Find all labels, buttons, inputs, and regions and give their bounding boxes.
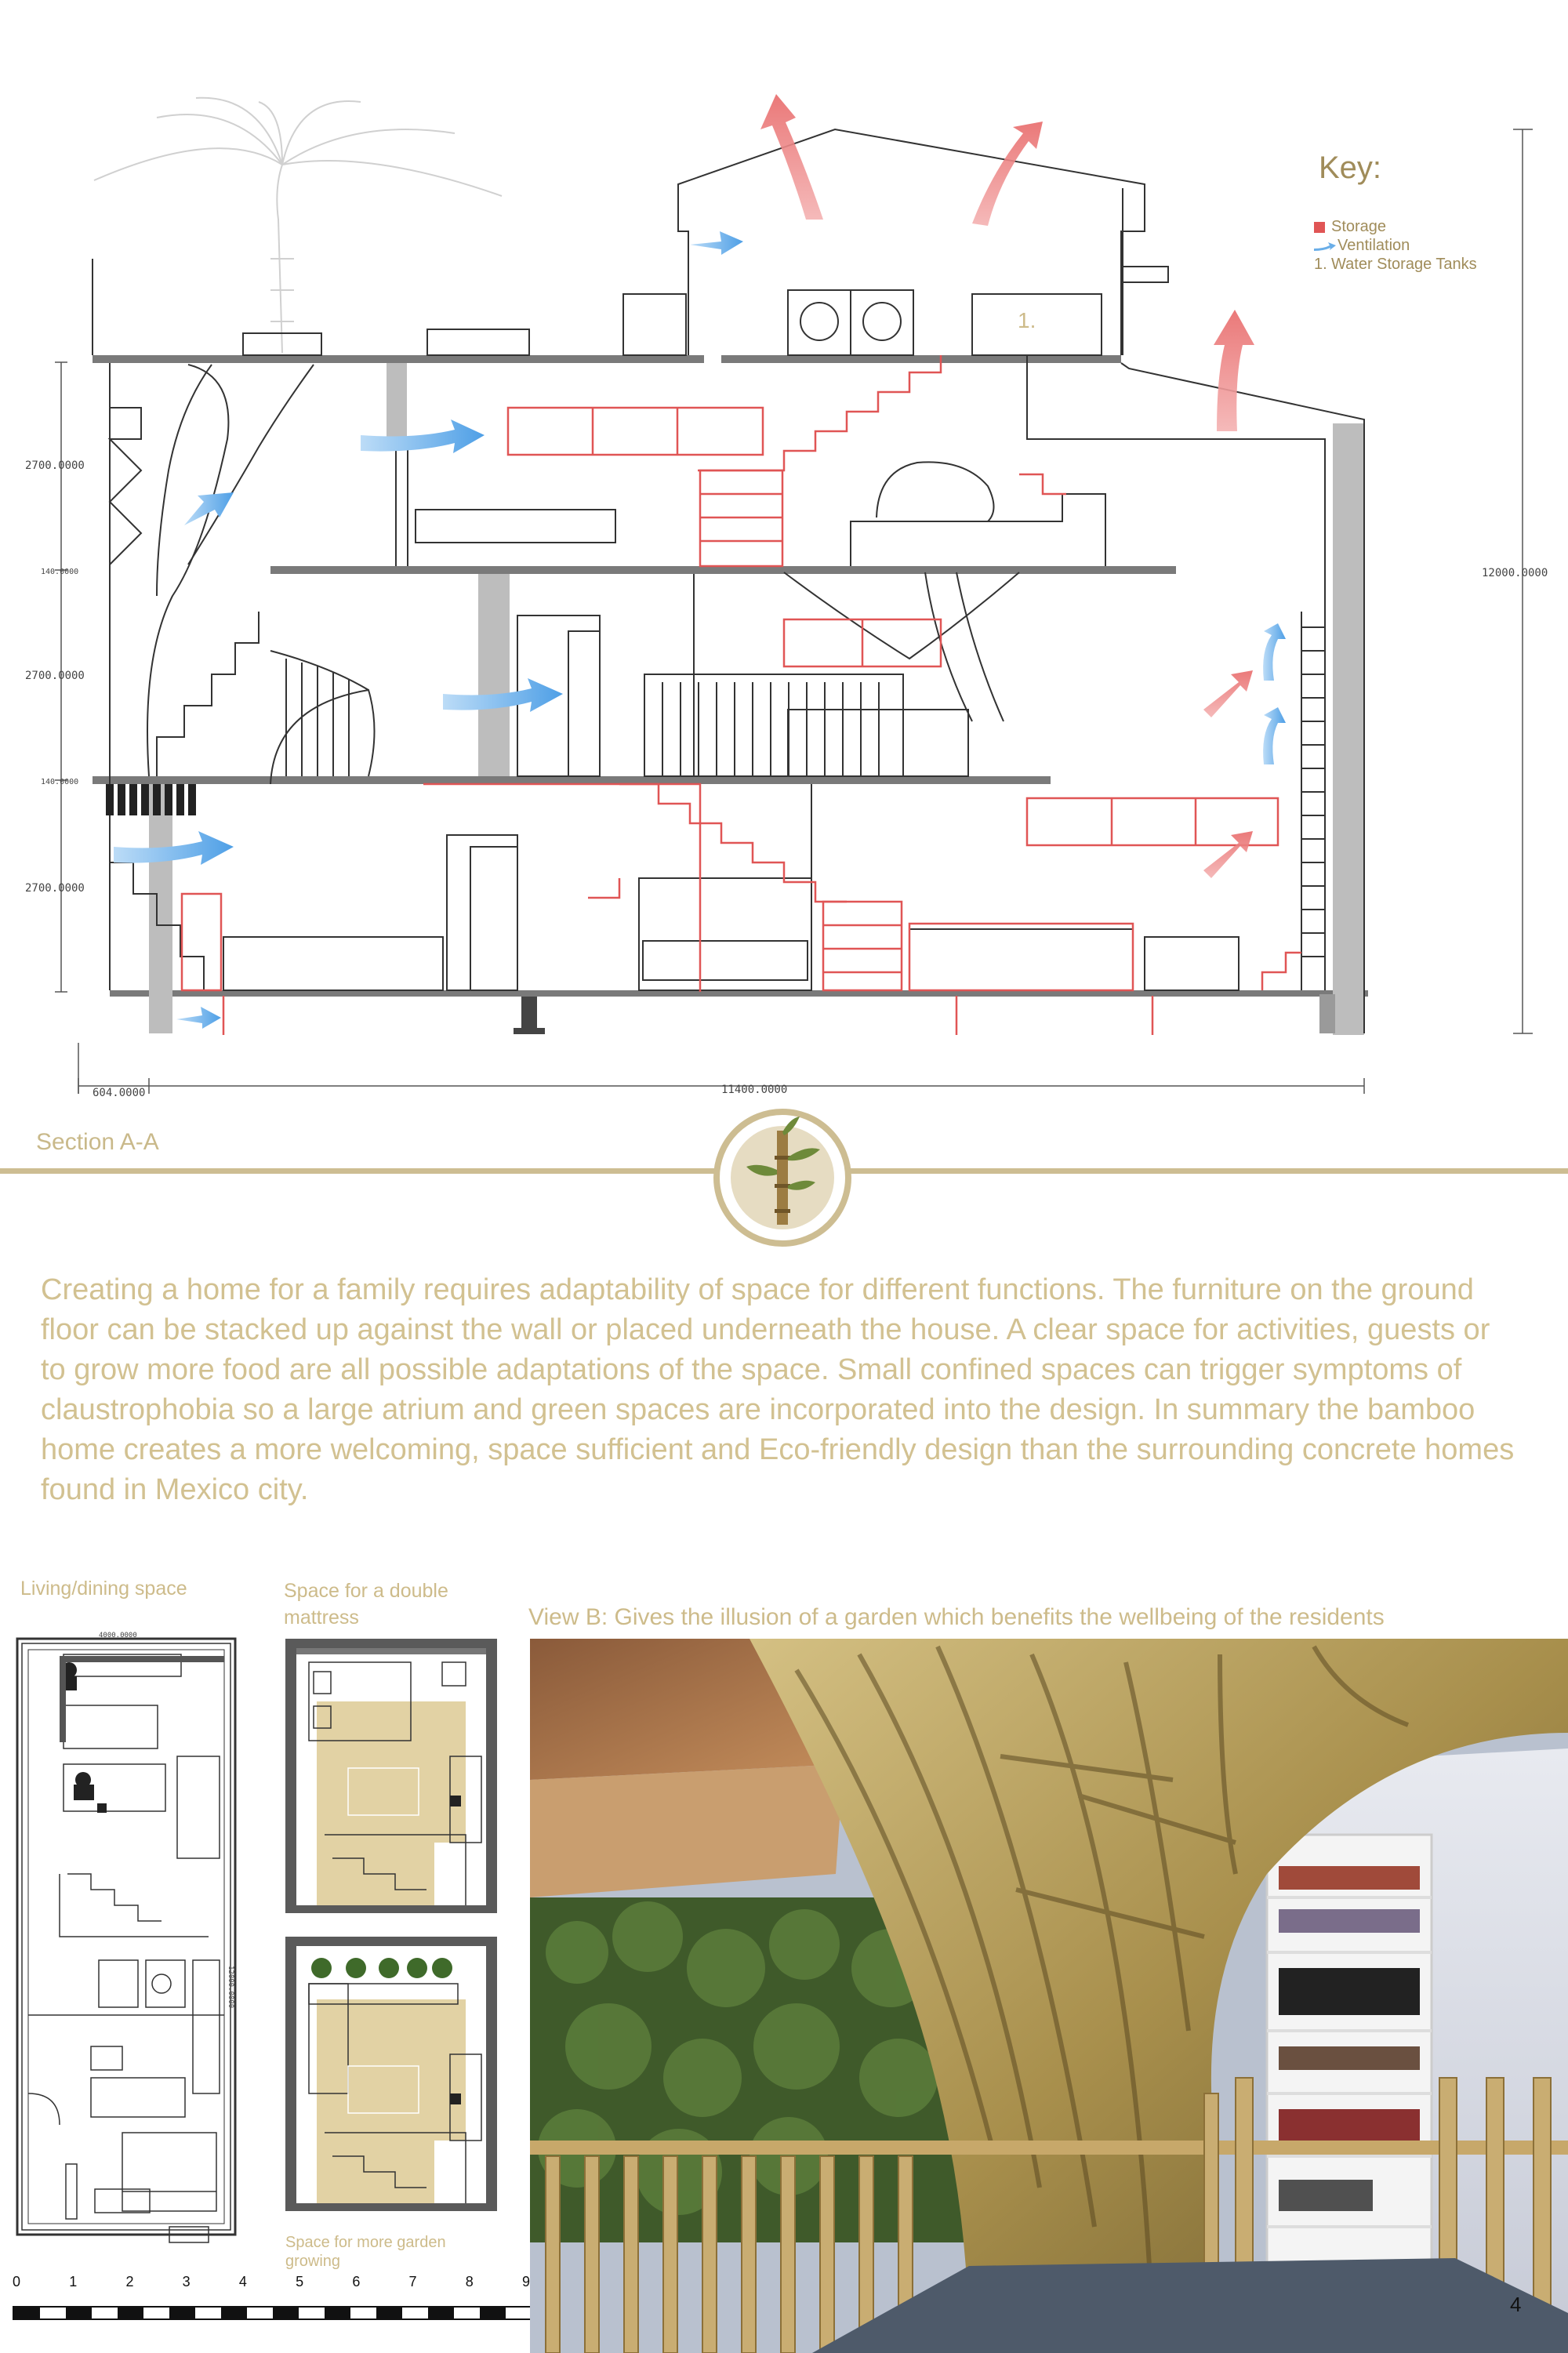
ventilation-arrow-icon [1314, 241, 1336, 252]
dim-floor-height-2: 2700.0000 [25, 670, 85, 682]
dim-slab-1: 140.0000 [41, 568, 79, 576]
scale-0: 0 [13, 2274, 21, 2289]
floor-plan-garden [285, 1937, 497, 2211]
description-paragraph: Creating a home for a family requires adaptability of space for different functions. The furniture on the ground floor can be stacked up against the wall or placed underneath the house. A clear space for activities, guests or to grow more food are all possible adaptations of the space. Small confined spaces can trigger symptoms of claustrophobia so a large atrium and green spaces are incorporated into the design. In summary the bamboo home creates a more welcoming, space sufficient and Eco-friendly design than the surrounding concrete homes found in Mexico city. [41, 1273, 1515, 1506]
key-item-storage [1314, 218, 1386, 236]
ladder-right [1301, 612, 1325, 990]
scale-6: 6 [352, 2274, 361, 2289]
railing-balusters [662, 682, 879, 776]
scale-9: 9 [521, 2274, 530, 2289]
section-label: Section A-A [36, 1129, 159, 1155]
key-label-ventilation: Ventilation [1338, 237, 1410, 254]
dim-total-width: 11400.0000 [721, 1084, 788, 1096]
dim-floor-height-1: 2700.0000 [25, 882, 85, 895]
key-label-water: Water Storage Tanks [1331, 256, 1477, 273]
view-b-label: View B: Gives the illusion of a garden which benefits the wellbeing of the residents [528, 1604, 1385, 1630]
scale-7: 7 [408, 2274, 417, 2289]
scale-2: 2 [125, 2274, 134, 2289]
key-item-water-tanks [1314, 256, 1477, 274]
view-b-render [530, 1639, 1568, 2353]
key-marker-water: 1. [1314, 256, 1327, 273]
key-title: Key: [1319, 151, 1382, 185]
storage-stairs [588, 355, 1301, 990]
scale-5: 5 [296, 2274, 304, 2289]
scale-numbers [13, 2274, 530, 2290]
plan-length-dim: 12000.0000 [227, 1966, 234, 2009]
dim-floor-height-3: 2700.0000 [25, 459, 85, 472]
dim-offset: 604.0000 [93, 1087, 146, 1099]
floor-plan-double-mattress [285, 1639, 497, 1913]
ventilation-arrows-warm [760, 94, 1254, 878]
dim-slab-2: 140.0000 [41, 778, 79, 786]
page-number: 4 [1510, 2293, 1522, 2316]
scale-8: 8 [465, 2274, 474, 2289]
floor-plan-main [13, 1623, 240, 2250]
plan-width-dim: 4000.0000 [99, 1632, 137, 1639]
dim-total-height: 12000.0000 [1482, 567, 1548, 579]
key-item-ventilation [1314, 237, 1410, 255]
scale-stripes [13, 2306, 533, 2320]
scale-3: 3 [182, 2274, 191, 2289]
storage-square-icon [1314, 222, 1325, 233]
living-dining-label: Living/dining space [20, 1578, 187, 1600]
water-tank-marker: 1. [1018, 308, 1036, 332]
double-mattress-label: Space for a double mattress [284, 1580, 448, 1629]
scale-bar [13, 2274, 530, 2320]
palm-tree-icon [94, 98, 502, 353]
bamboo-logo-icon [712, 1107, 853, 1248]
key-label-storage: Storage [1331, 218, 1387, 235]
garden-growing-label: Space for more garden growing [285, 2234, 446, 2270]
scale-1: 1 [69, 2274, 78, 2289]
scale-4: 4 [238, 2274, 247, 2289]
